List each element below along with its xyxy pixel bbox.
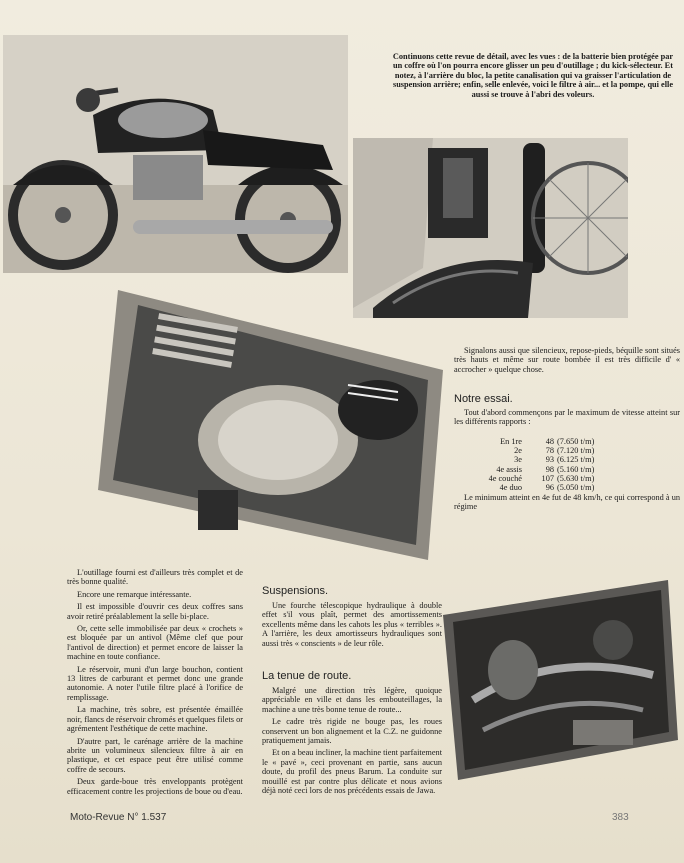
speed-rpm: (5.630 t/m) <box>557 473 595 483</box>
left-paragraph: Encore une remarque intéressante. <box>77 589 192 599</box>
left-paragraph: Le réservoir, muni d'un large bouchon, contient 13 litres de carburant et permet donc une grande autonomie. A noter l'utile filtre placé à l'orifice de remplissage. <box>67 664 243 702</box>
section-title-route: La tenue de route. <box>262 670 352 682</box>
caption-top-right <box>388 52 678 99</box>
speed-gear: 4e duo <box>499 483 522 493</box>
left-paragraph: L'outillage fourni est d'ailleurs très complet et de très bonne qualité. <box>67 568 243 587</box>
essai-intro-text: Tout d'abord commençons par le maximum de vitesse atteint sur les différents rapports : <box>454 408 680 427</box>
speed-speed: 78 <box>545 446 554 456</box>
speed-speed: 93 <box>545 455 554 465</box>
right-column-intro <box>454 346 680 377</box>
speed-row <box>466 474 597 483</box>
speed-row <box>466 455 597 464</box>
speed-speed: 98 <box>545 464 554 474</box>
speed-rpm: (6.125 t/m) <box>557 455 595 465</box>
left-column <box>67 568 243 799</box>
essai-after-text: Le minimum atteint en 4e fut de 48 km/h, ce qui correspond à un régime <box>454 493 680 512</box>
photo-engine-closeup <box>98 290 443 560</box>
footer-magazine: Moto-Revue N° 1.537 <box>70 812 167 823</box>
speed-gear: 4e couché <box>488 473 522 483</box>
caption-text: Continuons cette revue de détail, avec les vues : de la batterie bien protégée par un coffre où l'on pourra encore glisser un peu d'outillage ; du kick-sélecteur. Et notez, à l'arrière du bloc, la petite canalisation qui va graisser l'articulation de suspension arrière; enfin, selle enlevée, voici le filtre à air... et la pompe, qui elle aussi se trouve à l'abri des voleurs. <box>392 52 674 99</box>
speed-speed: 107 <box>541 473 554 483</box>
speed-row <box>466 483 597 492</box>
speed-rpm: (5.160 t/m) <box>557 464 595 474</box>
speed-speed: 48 <box>545 437 554 446</box>
speed-row <box>466 446 597 455</box>
speed-row <box>466 437 597 446</box>
speed-rpm: (7.120 t/m) <box>557 446 595 456</box>
speed-gear: 4e assis <box>496 464 522 474</box>
route-text <box>262 686 442 798</box>
photo-rear-frame <box>443 580 678 780</box>
speed-rpm: (5.050 t/m) <box>557 483 595 493</box>
photo-motorcycle-side <box>3 35 348 273</box>
intro-paragraph: Signalons aussi que silencieux, repose-pieds, béquille sont situés très hauts et même sur route bombée il est très difficile d' « accrocher » quelque chose. <box>454 346 680 374</box>
route-paragraph: Le cadre très rigide ne bouge pas, les roues conservent un bon alignement et la C.Z. ne guidonne pratiquement jamais. <box>262 717 442 746</box>
suspensions-paragraph: Une fourche télescopique hydraulique à double effet s'il vous plaît, permet des amortissements excellents même dans les cahots les plus « terribles ». A l'arrière, les deux amortisseurs hydrauliques sont aussi très « conscients » de leur rôle. <box>262 601 442 648</box>
essai-after <box>454 493 680 515</box>
left-paragraph: La machine, très sobre, est présentée émaillée noir, flancs de réservoir chromés et quelques filets or agrémentent l'esthétique de cette machine. <box>67 705 243 734</box>
speed-rpm: (7.650 t/m) <box>557 437 595 446</box>
speed-gear: En 1re <box>500 437 522 446</box>
speed-speed: 96 <box>545 483 554 493</box>
footer-page-number: 383 <box>612 812 629 823</box>
left-paragraph: Il est impossible d'ouvrir ces deux coffres sans avoir retiré préalablement la selle bi-place. <box>67 602 243 621</box>
section-title-suspensions: Suspensions. <box>262 585 329 597</box>
suspensions-text <box>262 601 442 651</box>
speed-gear: 2e <box>514 446 522 456</box>
route-paragraph: Malgré une direction très légère, quoique appréciable en ville et dans les embouteillages, la machine a une très bonne tenue de route... <box>262 686 442 714</box>
route-paragraph: Et on a beau incliner, la machine tient parfaitement le « pavé », ceci provenant en partie, sans aucun doute, du profil des pneus Barum. La conduite sur mouillé est par contre plus délicate et nous avions déjà noté ceci lors de nos précédents essais de Jawa. <box>262 748 442 796</box>
left-paragraph: Or, cette selle immobilisée par deux « crochets » est bloquée par un antivol (Même clef que pour l'antivol de direction) et permet encore de laisser la machine en toute confiance. <box>67 624 243 662</box>
left-paragraph: Deux garde-boue très enveloppants protègent efficacement contre les projections de boue ou d'eau. <box>67 777 243 796</box>
section-title-essai: Notre essai. <box>454 393 513 405</box>
speed-gear: 3e <box>514 455 522 465</box>
essai-intro <box>454 408 680 430</box>
speed-table <box>466 437 597 492</box>
left-paragraph: D'autre part, le carénage arrière de la machine abrite un volumineux silencieux filtre à air en plastique, et cet espace peut être utilisé comme coffre de secours. <box>67 736 243 774</box>
speed-row <box>466 465 597 474</box>
